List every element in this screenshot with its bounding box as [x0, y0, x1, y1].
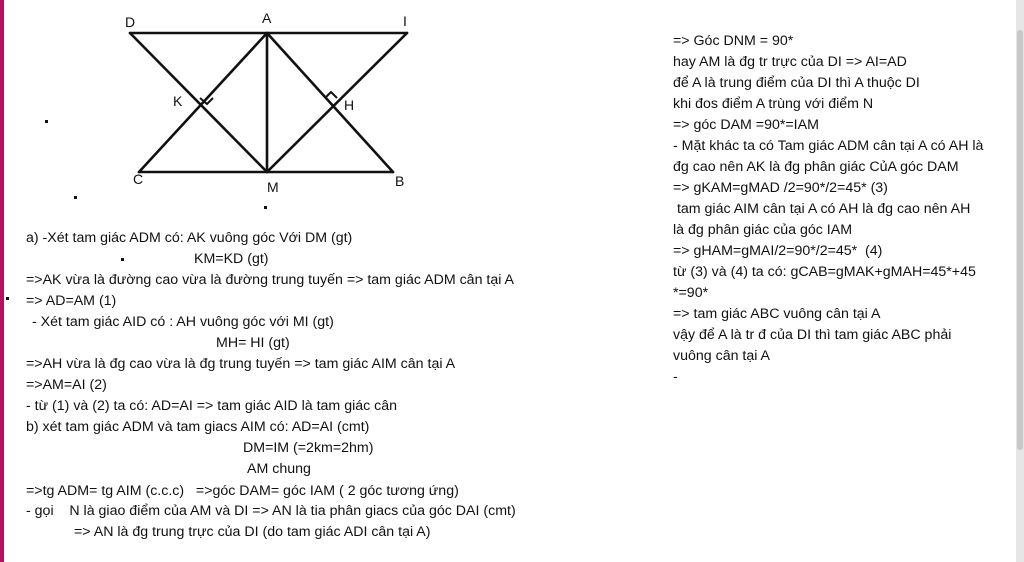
text-line: là đg phân giác của góc IAM [673, 222, 853, 238]
label-M: M [267, 179, 279, 195]
text-line: để A là trung điểm của DI thì A thuộc DI [673, 75, 920, 91]
text-line: => AD=AM (1) [26, 293, 117, 309]
right-angle-mark-H [325, 92, 337, 98]
text-line: - Mặt khác ta có Tam giác ADM cân tại A có AH là [673, 138, 984, 154]
text-line: => Góc DNM = 90* [673, 33, 794, 49]
label-K: K [173, 93, 183, 109]
segment-AB [267, 33, 393, 172]
text-line: hay AM là đg tr trực của DI => AI=AD [673, 54, 907, 70]
text-line: - từ (1) và (2) ta có: AD=AI => tam giác AID là tam giác cân [26, 398, 398, 414]
text-line: =>tg ADM= tg AIM (c.c.c) =>góc DAM= góc IAM ( 2 góc tương ứng) [26, 483, 459, 499]
stray-dot [264, 206, 267, 209]
text-line: - Xét tam giác AID có : AH vuông góc với MI (gt) [32, 314, 334, 330]
text-line: khi đos điểm A trùng với điểm N [673, 96, 874, 112]
label-I: I [403, 13, 407, 29]
stray-dot [6, 297, 9, 300]
stray-dot [121, 258, 124, 261]
text-line: => tam giác ABC vuông cân tại A [673, 306, 881, 322]
text-line: AM chung [247, 461, 311, 477]
text-line: => gKAM=gMAD /2=90*/2=45* (3) [673, 180, 888, 196]
label-B: B [395, 173, 405, 189]
label-H: H [344, 97, 355, 113]
text-line: b) xét tam giác ADM và tam giacs AIM có: AD=AI (cmt) [26, 419, 370, 435]
text-line: - [673, 369, 678, 385]
label-D: D [125, 14, 136, 30]
stray-dot [74, 196, 77, 199]
text-line: =>AM=AI (2) [26, 377, 107, 393]
text-line: DM=IM (=2km=2hm) [243, 440, 374, 456]
text-line: => AN là đg trung trực của DI (do tam giác ADI cân tại A) [74, 524, 431, 540]
segment-MI [267, 33, 407, 172]
text-line: vuông cân tại A [673, 348, 771, 364]
text-line: đg cao nên AK là đg phân giác CủA góc DAM [673, 159, 959, 175]
text-line: KM=KD (gt) [194, 251, 269, 267]
text-line: *=90* [673, 285, 709, 301]
scrollbar-thumb[interactable] [1017, 30, 1023, 450]
stray-dot [45, 120, 48, 123]
text-line: =>AH vừa là đg cao vừa là đg trung tuyến => tam giác AIM cân tại A [26, 356, 456, 372]
geometry-figure [0, 0, 520, 215]
label-A: A [262, 10, 272, 26]
text-line: - gọi N là giao điểm của AM và DI => AN là tia phân giacs của góc DAI (cmt) [26, 503, 516, 519]
scrollbar[interactable] [1016, 0, 1024, 562]
text-line: => gHAM=gMAI/2=90*/2=45* (4) [673, 243, 883, 259]
text-line: tam giác AIM cân tại A có AH là đg cao nên AH [673, 201, 971, 217]
text-line: =>AK vừa là đường cao vừa là đường trung tuyến => tam giác ADM cân tại A [26, 272, 515, 288]
text-line: MH= HI (gt) [216, 335, 290, 351]
text-line: => góc DAM =90*=IAM [673, 117, 819, 133]
text-line: từ (3) và (4) ta có: gCAB=gMAK+gMAH=45*+45 [673, 264, 976, 280]
text-line: vậy để A là tr đ của DI thì tam giác ABC phải [673, 327, 952, 343]
label-C: C [133, 171, 144, 187]
text-line: a) -Xét tam giác ADM có: AK vuông góc Với DM (gt) [26, 230, 353, 246]
